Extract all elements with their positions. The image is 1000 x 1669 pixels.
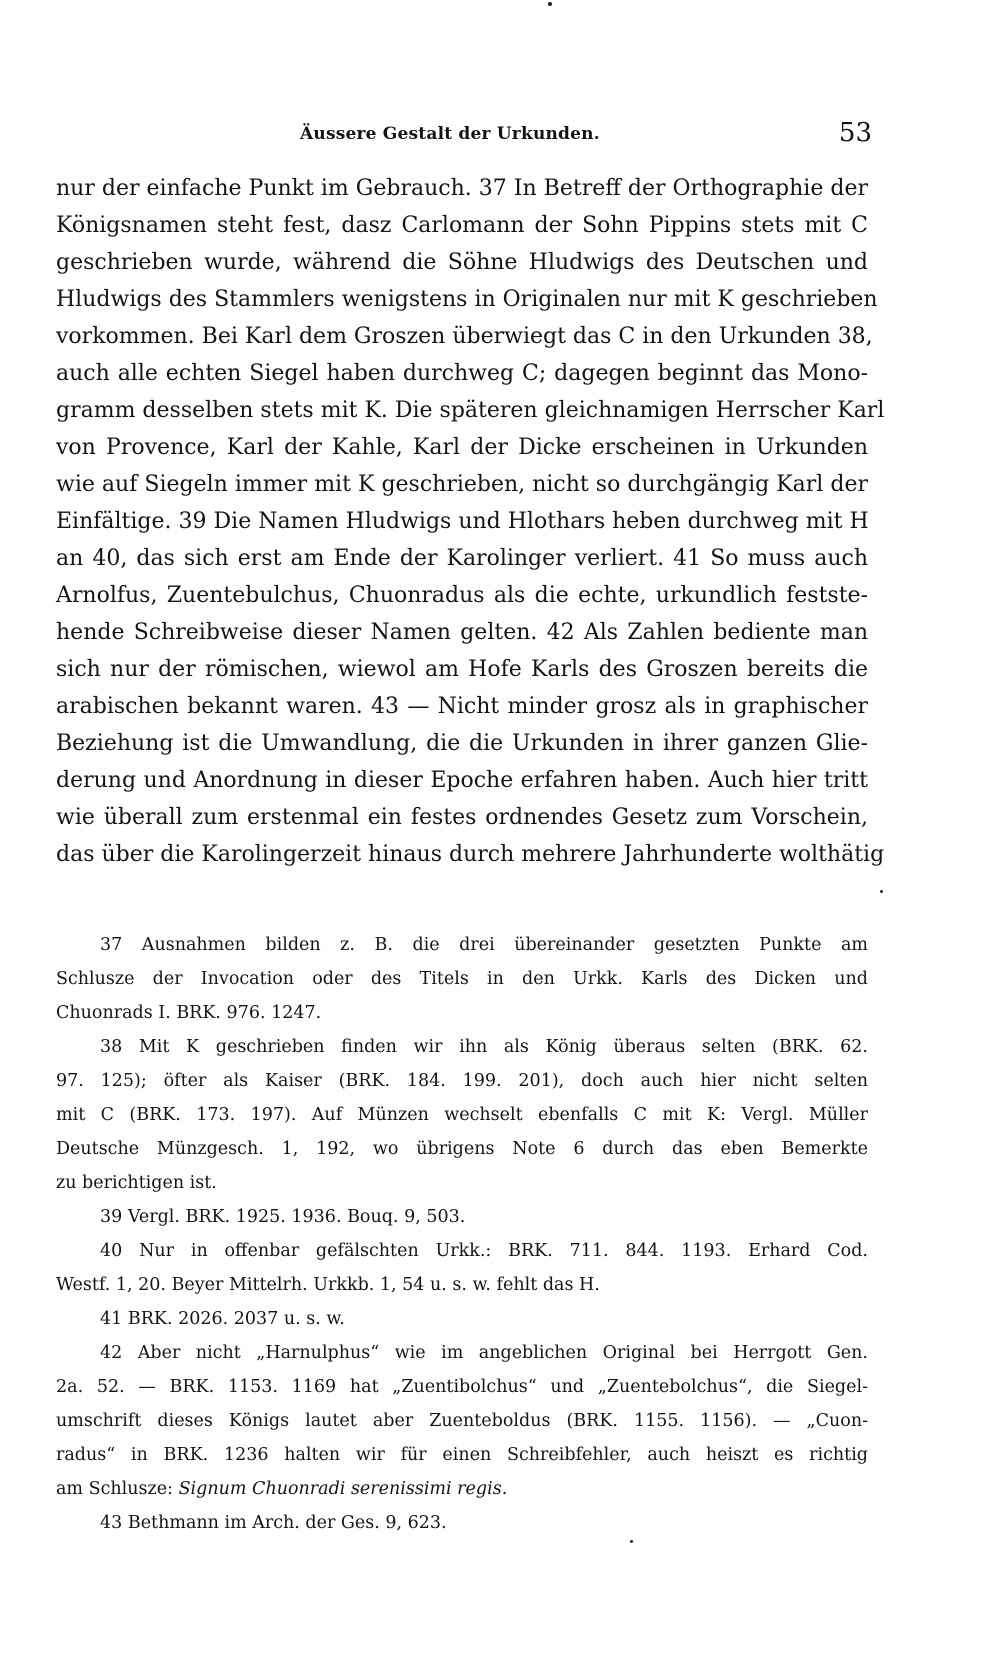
body-line: von Provence, Karl der Kahle, Karl der Dicke erscheinen in Urkunden: [56, 435, 868, 460]
footnote-line: [56, 1472, 868, 1506]
body-line: auch alle echten Siegel haben durchweg C; dagegen beginnt das Mono-: [56, 361, 868, 386]
footnote-line: mit C (BRK. 173. 197). Auf Münzen wechselt ebenfalls C mit K: Vergl. Müller: [56, 1105, 868, 1125]
footnote-line: Deutsche Münzgesch. 1, 192, wo übrigens Note 6 durch das eben Bemerkte: [56, 1139, 868, 1159]
body-line: vorkommen. Bei Karl dem Groszen überwiegt das C in den Urkunden 38,: [56, 324, 873, 349]
running-title: Äussere Gestalt der Urkunden.: [300, 124, 600, 144]
body-line: sich nur der römischen, wiewol am Hofe Karls des Groszen bereits die: [56, 657, 868, 682]
footnote-38: 38 Mit K geschrieben finden wir ihn als König überaus selten (BRK. 62.: [100, 1037, 868, 1057]
body-line: wie auf Siegeln immer mit K geschrieben, nicht so durchgängig Karl der: [56, 472, 868, 497]
body-line: hende Schreibweise dieser Namen gelten. 42 Als Zahlen bediente man: [56, 620, 868, 645]
footnote-line: Schlusze der Invocation oder des Titels in den Urkk. Karls des Dicken und: [56, 969, 868, 989]
footnote-41: 41 BRK. 2026. 2037 u. s. w.: [100, 1309, 345, 1329]
footnote-text: am Schlusze:: [56, 1479, 173, 1499]
scan-speck: [880, 890, 883, 893]
page-number: 53: [838, 118, 872, 148]
footnote-40: 40 Nur in offenbar gefälschten Urkk.: BRK. 711. 844. 1193. Erhard Cod.: [100, 1241, 868, 1261]
body-text: [56, 170, 885, 873]
footnote-line: umschrift dieses Königs lautet aber Zuenteboldus (BRK. 1155. 1156). — „Cuon-: [56, 1411, 868, 1431]
scan-speck: [630, 1540, 633, 1543]
footnote-line: Westf. 1, 20. Beyer Mittelrh. Urkkb. 1, 54 u. s. w. fehlt das H.: [56, 1275, 600, 1295]
body-line: an 40, das sich erst am Ende der Karolinger verliert. 41 So muss auch: [56, 546, 868, 571]
body-line: das über die Karolingerzeit hinaus durch mehrere Jahrhunderte wolthätig: [56, 842, 885, 867]
footnote-line: radus“ in BRK. 1236 halten wir für einen Schreibfehler, auch heiszt es richtig: [56, 1445, 868, 1465]
footnote-line: Chuonrads I. BRK. 976. 1247.: [56, 1003, 322, 1023]
footnote-italic-quote: Signum Chuonradi serenissimi regis.: [178, 1479, 508, 1499]
body-line: derung und Anordnung in dieser Epoche erfahren haben. Auch hier tritt: [56, 768, 868, 793]
footnote-line: zu berichtigen ist.: [56, 1173, 217, 1193]
body-line: arabischen bekannt waren. 43 — Nicht minder grosz als in graphischer: [56, 694, 868, 719]
page-header: [300, 118, 872, 154]
footnote-39: 39 Vergl. BRK. 1925. 1936. Bouq. 9, 503.: [100, 1207, 466, 1227]
body-line: Königsnamen steht fest, dasz Carlomann der Sohn Pippins stets mit C: [56, 213, 868, 238]
footnote-43: 43 Bethmann im Arch. der Ges. 9, 623.: [100, 1513, 447, 1533]
body-line: nur der einfache Punkt im Gebrauch. 37 In Betreff der Orthographie der: [56, 176, 868, 201]
footnote-42: 42 Aber nicht „Harnulphus“ wie im angeblichen Original bei Herrgott Gen.: [100, 1343, 868, 1363]
body-line: Hludwigs des Stammlers wenigstens in Originalen nur mit K geschrieben: [56, 287, 878, 312]
footnotes: [56, 928, 868, 1540]
body-line: gramm desselben stets mit K. Die späteren gleichnamigen Herrscher Karl: [56, 398, 885, 423]
body-line: geschrieben wurde, während die Söhne Hludwigs des Deutschen und: [56, 250, 868, 275]
body-line: wie überall zum erstenmal ein festes ordnendes Gesetz zum Vorschein,: [56, 805, 868, 830]
scan-speck: [548, 2, 552, 6]
footnote-line: 2a. 52. — BRK. 1153. 1169 hat „Zuentibolchus“ und „Zuentebolchus“, die Siegel-: [56, 1377, 868, 1397]
body-line: Beziehung ist die Umwandlung, die die Urkunden in ihrer ganzen Glie-: [56, 731, 868, 756]
body-line: Arnolfus, Zuentebulchus, Chuonradus als die echte, urkundlich festste-: [56, 583, 868, 608]
footnote-37: 37 Ausnahmen bilden z. B. die drei übereinander gesetzten Punkte am: [100, 935, 868, 955]
body-line: Einfältige. 39 Die Namen Hludwigs und Hlothars heben durchweg mit H: [56, 509, 869, 534]
footnote-line: 97. 125); öfter als Kaiser (BRK. 184. 199. 201), doch auch hier nicht selten: [56, 1071, 868, 1091]
